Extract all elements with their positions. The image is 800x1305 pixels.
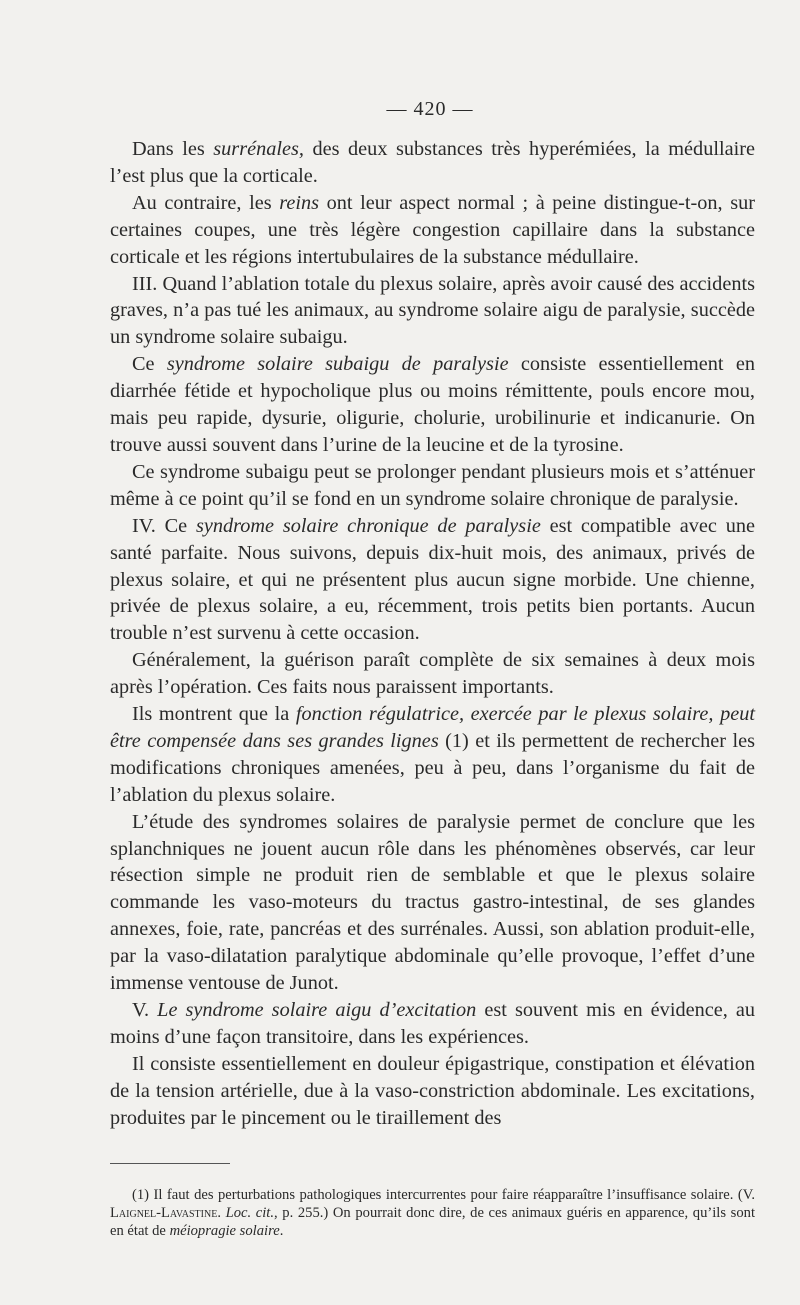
paragraph-4: Ce syndrome solaire subaigu de paralysie consiste essentiellement en diarrhée fétide et hypocholique plus ou moins rémittente, pouls encore mou, mais peu rapide, dysurie, oligurie, cholurie, urobilinurie et indicanurie. On trouve aussi souvent dans l’urine de la leucine et de la tyrosine. bbox=[110, 353, 756, 456]
paragraph-1: Dans les surrénales, des deux substances très hyperémiées, la médullaire l’est plus que la corticale. bbox=[110, 138, 756, 187]
footnote-rule bbox=[110, 1163, 230, 1164]
paragraph-6: IV. Ce syndrome solaire chronique de paralysie est compatible avec une santé parfaite. Nous suivons, depuis dix-huit mois, des animaux, privés de plexus solaire, et qui ne présentent plus aucun signe morbide. Une chienne, privée de plexus solaire, a eu, récemment, trois petits bien portants. Aucun trouble n’est survenu à cette occasion. bbox=[110, 514, 755, 645]
paragraph-5: Ce syndrome subaigu peut se prolonger pendant plusieurs mois et s’atténuer même à ce point qu’il se fond en un syndrome solaire chronique de paralysie. bbox=[110, 460, 755, 510]
paragraph-2: Au contraire, les reins ont leur aspect normal ; à peine distingue-t-on, sur certaines coupes, une très légère congestion capillaire dans la substance corticale et les régions intertubulaires de la substance médullaire. bbox=[110, 191, 755, 268]
paragraph-11: Il consiste essentiellement en douleur épigastrique, constipation et élévation de la tension artérielle, due à la vaso-constriction abdominale. Les excitations, produites par le pincement ou le tiraillement des bbox=[110, 1052, 755, 1129]
footnote: (1) Il faut des perturbations pathologiques intercurrentes pour faire réapparaître l’insuffisance solaire. (V. Laignel-Lavastine. Loc. cit., p. 255.) On pourrait donc dire, de ces animaux guéris en apparence, qu’ils sont en état de méiopragie solaire. bbox=[110, 1187, 755, 1239]
paragraph-10: V. Le syndrome solaire aigu d’excitation est souvent mis en évidence, au moins d’une façon transitoire, dans les expériences. bbox=[110, 999, 756, 1048]
body-text bbox=[110, 136, 755, 1132]
page-number: — 420 — bbox=[386, 98, 474, 120]
footnote-author: Laignel-Lavastine bbox=[110, 1205, 218, 1221]
paragraph-9: L’étude des syndromes solaires de paralysie permet de conclure que les splanchniques ne jouent aucun rôle dans les phénomènes observés, car leur résection simple ne produit rien de semblable et que le plexus solaire commande les vaso-moteurs du tractus gastro-intestinal, de ses glandes annexes, foie, rate, pancréas et des surrénales. Aussi, son ablation produit-elle, par la vaso-dilatation paralytique abdominale qu’elle provoque, l’effet d’une immense ventouse de Junot. bbox=[110, 810, 755, 995]
paragraph-8: Ils montrent que la fonction régulatrice, exercée par le plexus solaire, peut être compensée dans ses grandes lignes (1) et ils permettent de rechercher les modifications chroniques amenées, peu à peu, dans l’organisme du fait de l’ablation du plexus solaire. bbox=[110, 703, 755, 806]
paragraph-7: Généralement, la guérison paraît complète de six semaines à deux mois après l’opération. Ces faits nous paraissent importants. bbox=[110, 649, 755, 699]
paragraph-3: III. Quand l’ablation totale du plexus solaire, après avoir causé des accidents graves, n’a pas tué les animaux, au syndrome solaire aigu de paralysie, succède un syndrome solaire subaigu. bbox=[110, 272, 755, 349]
